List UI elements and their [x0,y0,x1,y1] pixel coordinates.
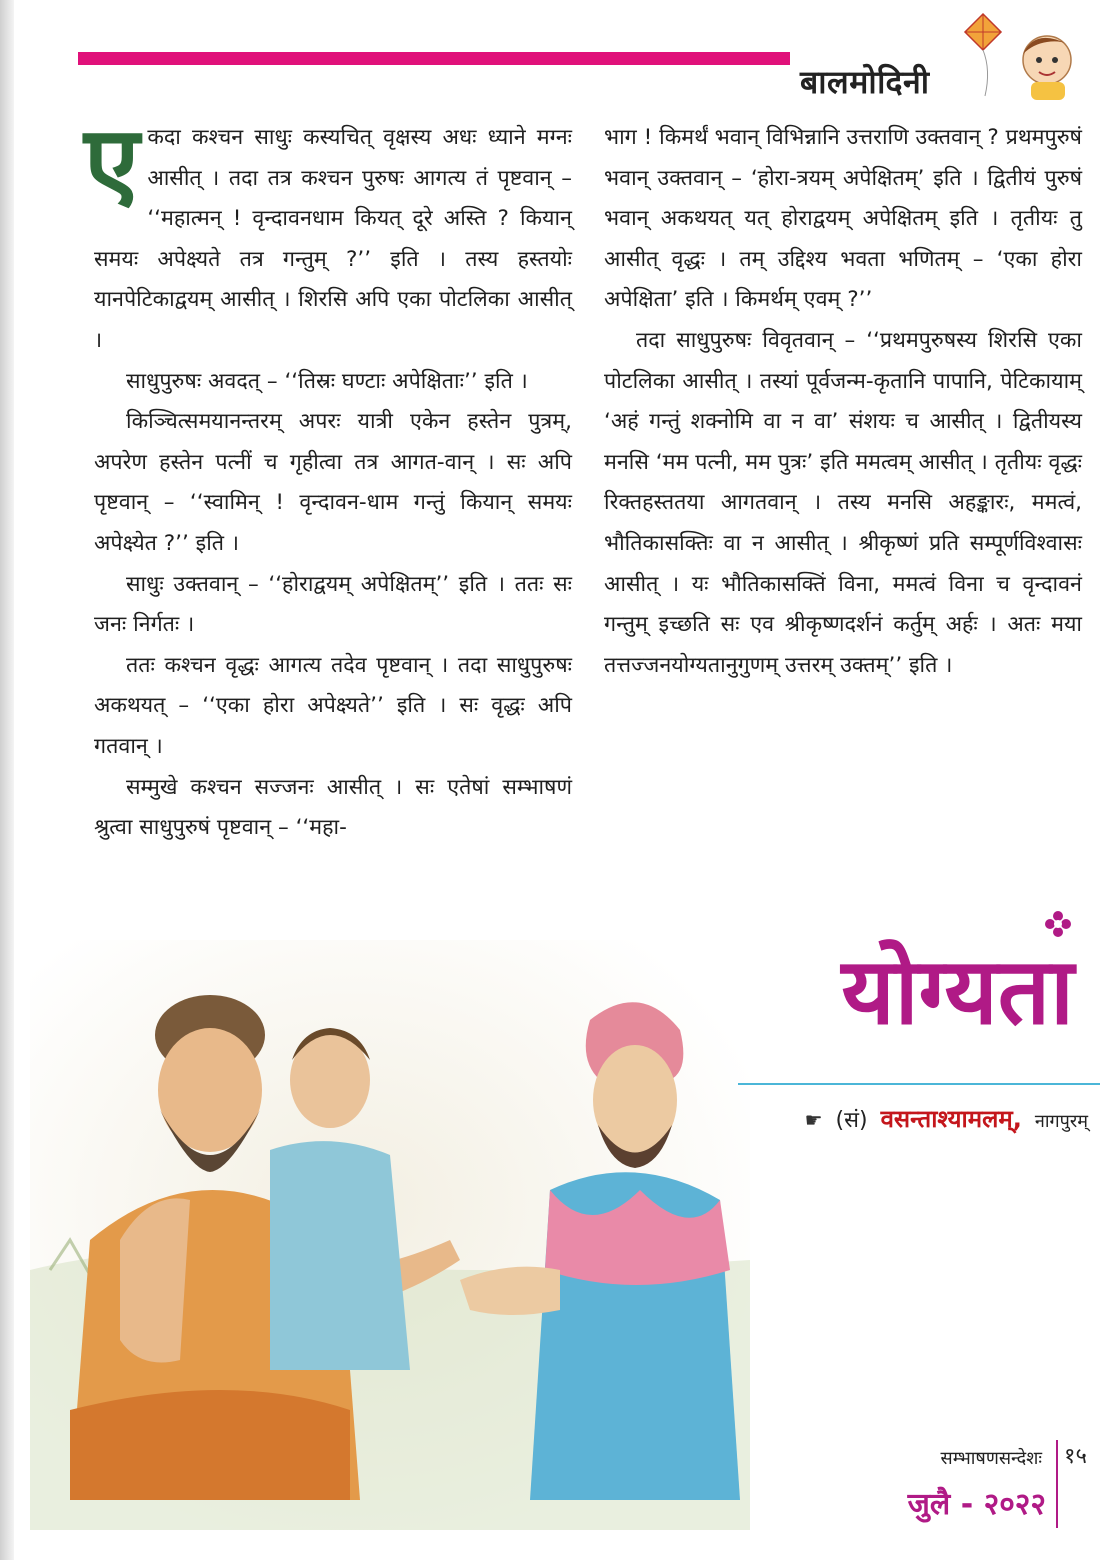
page-number: १५ [1064,1444,1087,1469]
title-underline-rule [738,1083,1100,1085]
paragraph: भाग ! किमर्थं भवान् विभिन्नानि उत्तराणि उक्तवान् ? प्रथमपुरुषं भवान् उक्तवान् – ‘होरा-त्रयम् अपेक्षितम्’ इति । द्वितीयं पुरुषं भवान् अकथयत् यत् होराद्वयम् अपेक्षितम् इति । तृतीयः तु आसीत् वृद्धः । तम् उद्दिश्य भवता भणितम् – ‘एका होरा अपेक्षिता’ इति । किमर्थम् एवम् ?’’ [604,125,1082,313]
footer-divider [1056,1440,1058,1528]
byline [805,1102,1088,1135]
dropcap-letter: ए [84,103,140,221]
byline-prefix: (सं) [835,1108,868,1133]
author-place: नागपुरम् [1034,1111,1088,1132]
magazine-name: सम्भाषणसन्देशः [940,1448,1042,1469]
paragraph: कदा कश्चन साधुः कस्यचित् वृक्षस्य अधः ध्याने मग्नः आसीत् । तदा तत्र कश्चन पुरुषः आगत्य तं पृष्टवान् – ‘‘महात्मन् ! वृन्दावनधाम कियत् दूरे अस्ति ? कियान् समयः अपेक्ष्यते तत्र गन्तुम् ?’’ इति । तस्य हस्तयोः यानपेटिकाद्वयम् आसीत् । शिरसि अपि एका पोटलिका आसीत् । [94,125,572,353]
page-spine-shadow [0,0,14,1560]
author-name: वसन्ताश्यामलम्, [880,1105,1022,1133]
article-left-column [84,103,572,849]
kite-child-icon [955,10,1085,102]
paragraph: ततः कश्चन वृद्धः आगत्य तदेव पृष्टवान् । तदा साधुपुरुषः अकथयत् – ‘‘एका होरा अपेक्ष्यते’’ इति । सः वृद्धः अपि गतवान् । [94,652,572,759]
paragraph: तदा साधुपुरुषः विवृतवान् – ‘‘प्रथमपुरुषस्य शिरसि एका पोटलिका आसीत् । तस्यां पूर्वजन्म-कृतानि पापानि, पेटिकायाम् ‘अहं गन्तुं शक्नोमि वा न वा’ संशयः च आसीत् । द्वितीयस्य मनसि ‘मम पत्नी, मम पुत्रः’ इति ममत्वम् आसीत् । तृतीयः वृद्धः रिक्तहस्ततया आगतवान् । तस्य मनसि अहङ्कारः, ममत्वं, भौतिकासक्तिः वा न आसीत् । श्रीकृष्णं प्रति सम्पूर्णविश्वासः आसीत् । यः भौतिकासक्तिं विना, ममत्वं विना च वृन्दावनं गन्तुम् इच्छति सः एव श्रीकृष्णदर्शनं कर्तुम् अर्हः । अतः मया तत्तज्जनयोग्यतानुगुणम् उत्तरम् उक्तम्’’ इति । [604,327,1082,678]
article-right-column [604,118,1082,686]
pointing-hand-icon: ☛ [804,1108,823,1132]
paragraph: साधुः उक्तवान् – ‘‘होराद्वयम् अपेक्षितम्’’ इति । ततः सः जनः निर्गतः । [94,571,572,638]
paragraph: किञ्चित्समयानन्तरम् अपरः यात्री एकेन हस्तेन पुत्रम्, अपरेण हस्तेन पत्नीं च गृहीत्वा तत्र आगत-वान् । सः अपि पृष्टवान् – ‘‘स्वामिन् ! वृन्दावन-धाम गन्तुं कियान् समयः अपेक्ष्येत ?’’ इति । [94,409,572,556]
issue-date: जुलै - २०२२ [907,1487,1046,1522]
series-title: बालमोदिनी [800,63,930,101]
header-accent-bar [78,52,790,65]
paragraph: साधुपुरुषः अवदत् – ‘‘तिस्रः घण्टाः अपेक्षिताः’’ इति । [126,368,528,394]
paragraph: सम्मुखे कश्चन सज्जनः आसीत् । सः एतेषां सम्भाषणं श्रुत्वा साधुपुरुषं पृष्टवान् – ‘‘महा- [94,774,572,841]
sage-and-travellers-illustration [30,940,750,1530]
article-title: योग्यता [841,938,1074,1045]
